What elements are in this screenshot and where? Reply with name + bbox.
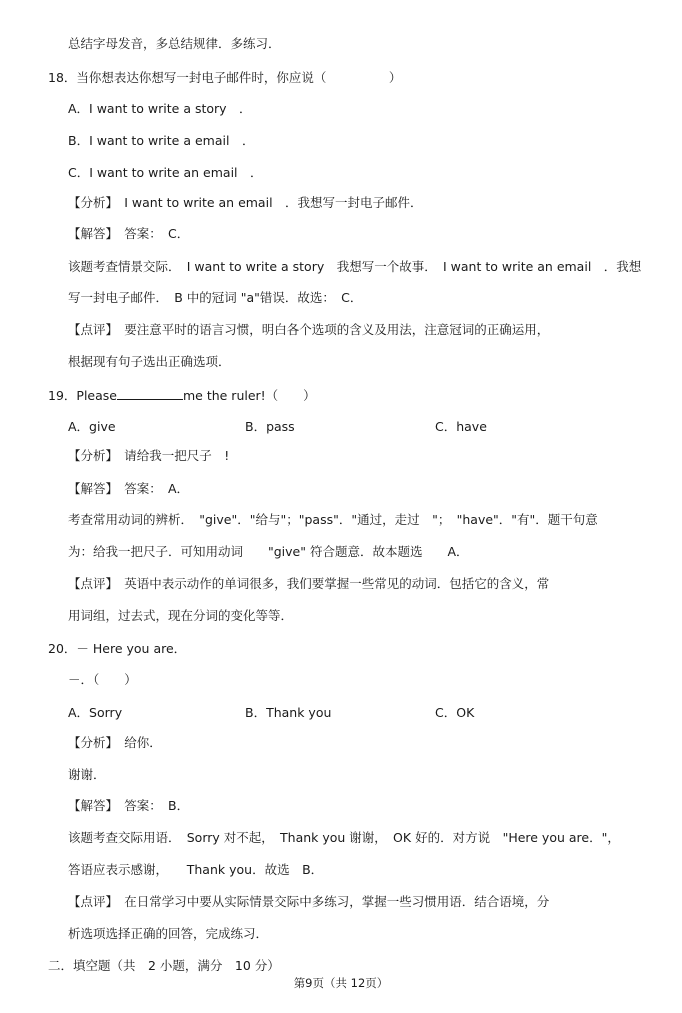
q19-explain-line-1: 考查常用动词的辨析． "give"．"给与"；"pass"．"通过，走过 "； "have"．"有"．题干句意 (68, 512, 598, 527)
q19-stem (48, 387, 316, 404)
q19-comment-line-2: 用词组，过去式，现在分词的变化等等． (68, 608, 294, 623)
q19-answer: 【解答】 答案： A． (68, 481, 190, 496)
q20-option-b: B．Thank you (245, 705, 332, 720)
q20-explain-line-1: 该题考查交际用语． Sorry 对不起， Thank you 谢谢， OK 好的．对方说 "Here you are．"， (68, 830, 620, 845)
q20-explain-line-2: 答语应表示感谢， Thank you．故选 B． (68, 862, 324, 877)
q18-answer: 【解答】 答案： C． (68, 226, 190, 241)
q20-analysis: 【分析】 给你． (68, 735, 162, 750)
q18-option-c: C．I want to write an email ． (68, 165, 263, 180)
q20-response-line: －．（ ） (68, 672, 137, 687)
q18-explain-line-2: 写一封电子邮件． B 中的冠词 "a"错误．故选： C． (68, 290, 363, 305)
q20-stem: 20．－ Here you are． (48, 641, 187, 656)
q19-stem-before: 19．Please (48, 388, 117, 403)
q19-analysis: 【分析】 请给我一把尺子 ! (68, 448, 230, 463)
q19-stem-after: me the ruler!（ ） (182, 388, 316, 403)
q19-option-c: C．have (435, 419, 487, 434)
q18-analysis: 【分析】 I want to write an email ．我想写一封电子邮件． (68, 195, 423, 210)
q18-comment-line-1: 【点评】 要注意平时的语言习惯，明白各个选项的含义及用法，注意冠词的正确运用， (68, 322, 550, 337)
q20-option-c: C．OK (435, 705, 475, 720)
q19-option-a: A．give (68, 419, 116, 434)
q19-blank (117, 387, 183, 400)
intro-text: 总结字母发音，多总结规律．多练习． (68, 36, 281, 51)
page-footer: 第9页（共 12页） (293, 976, 389, 990)
q18-explain-line-1: 该题考查情景交际． I want to write a story 我想写一个故事． I want to write an email ．我想 (68, 259, 642, 274)
q20-answer: 【解答】 答案： B． (68, 798, 190, 813)
section-2-heading: 二．填空题（共 2 小题，满分 10 分） (48, 958, 280, 973)
q20-comment-line-2: 析选项选择正确的回答，完成练习． (68, 926, 269, 941)
q20-analysis-2: 谢谢． (68, 767, 106, 782)
q18-option-a: A．I want to write a story ． (68, 101, 252, 116)
q19-explain-line-2: 为：给我一把尺子．可知用动词 "give" 符合题意．故本题选 A． (68, 544, 469, 559)
q18-comment-line-2: 根据现有句子选出正确选项． (68, 354, 231, 369)
q18-stem: 18．当你想表达你想写一封电子邮件时，你应说（ ） (48, 70, 402, 85)
q20-comment-line-1: 【点评】 在日常学习中要从实际情景交际中多练习，掌握一些习惯用语．结合语境，分 (68, 894, 550, 909)
q18-option-b: B．I want to write a email ． (68, 133, 255, 148)
q19-option-b: B．pass (245, 419, 295, 434)
q20-option-a: A．Sorry (68, 705, 123, 720)
q19-comment-line-1: 【点评】 英语中表示动作的单词很多，我们要掌握一些常见的动词．包括它的含义，常 (68, 576, 550, 591)
